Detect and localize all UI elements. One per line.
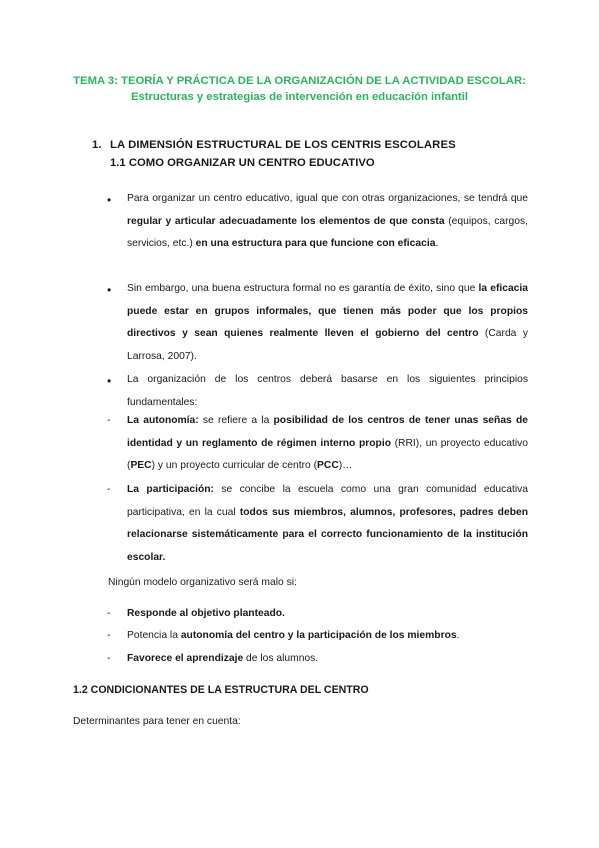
text: La organización de los centros deberá basarse en los siguientes principios fundamentales:	[127, 374, 528, 408]
bold-text: Responde al objetivo planteado.	[127, 608, 285, 619]
bold-text: autonomía del centro y la participación de los miembros	[180, 630, 457, 641]
text: Sin embargo, una buena estructura formal no es garantía de éxito, sino que	[127, 283, 479, 294]
condition-item-1	[127, 608, 285, 619]
bullet-mark: •	[107, 193, 112, 207]
text: (equipos, cargos, servicios, etc.)	[127, 215, 528, 250]
dash-mark: -	[107, 653, 111, 664]
dash-mark: -	[107, 484, 111, 495]
text: ) y un proyecto curricular de centro (	[151, 460, 318, 472]
text: )…	[338, 460, 353, 472]
dash-mark: -	[107, 415, 111, 426]
document-title-line1: TEMA 3: TEORÍA Y PRÁCTICA DE LA ORGANIZACIÓN DE LA ACTIVIDAD ESCOLAR:	[73, 75, 526, 87]
no-model-sentence: Ningún modelo organizativo será malo si:	[108, 577, 297, 588]
bold-text: PEC	[130, 460, 152, 472]
bold-text: regular y articular adecuadamente los elementos de que consta	[127, 215, 445, 227]
bullet-paragraph-1	[127, 188, 528, 256]
bullet-paragraph-2	[127, 278, 528, 369]
bold-text: posibilidad de los centros de tener unas señas de identidad y un reglamento de régimen interno propio	[127, 415, 528, 449]
section-1-heading	[92, 139, 456, 151]
document-title-line2: Estructuras y estrategias de intervención en educación infantil	[130, 91, 469, 103]
bold-text: en una estructura para que funcione con eficacia	[195, 238, 436, 250]
section-title: LA DIMENSIÓN ESTRUCTURAL DE LOS CENTRIS ESCOLARES	[110, 139, 456, 151]
bold-text: la eficacia puede estar en grupos informales, que tienen más poder que los propios directivos y sean quienes realmente lleven el gobierno del centro	[127, 283, 528, 340]
text: .	[435, 238, 439, 250]
bold-text: La participación:	[127, 484, 214, 495]
principle-participacion	[127, 479, 528, 570]
bold-text: Favorece el aprendizaje	[127, 653, 244, 664]
bold-text: todos sus miembros, alumnos, profesores, padres deben relacionarse sistemáticamente para el correcto funcionamiento de la institución escolar.	[127, 506, 528, 564]
section-number: 1.	[92, 139, 102, 151]
text: se concibe la escuela como una gran comunidad educativa participativa, en la cual	[127, 484, 528, 518]
subsection-1-2-heading: 1.2 CONDICIONANTES DE LA ESTRUCTURA DEL CENTRO	[73, 684, 369, 696]
text: (RRI), un proyecto educativo (	[127, 437, 529, 472]
bold-text: PCC	[317, 460, 339, 472]
dash-mark: -	[107, 630, 111, 641]
condition-item-3	[127, 653, 318, 664]
text: de los alumnos.	[243, 653, 319, 664]
subsection-1-1-heading: 1.1 COMO ORGANIZAR UN CENTRO EDUCATIVO	[110, 157, 375, 169]
determinants-intro: Determinantes para tener en cuenta:	[73, 716, 241, 727]
bullet-paragraph-3	[127, 369, 528, 414]
condition-item-2	[127, 630, 459, 641]
text: Potencia la	[127, 630, 181, 641]
dash-mark: -	[107, 608, 111, 619]
text: se refiere a la	[198, 415, 274, 426]
bullet-mark: •	[107, 374, 112, 388]
bold-text: La autonomía:	[127, 415, 199, 426]
principle-autonomia	[127, 410, 528, 478]
text: .	[456, 630, 460, 641]
text: (Carda y Larrosa, 2007).	[127, 328, 528, 363]
bullet-mark: •	[107, 283, 112, 297]
text: Para organizar un centro educativo, igual que con otras organizaciones, se tendrá que	[127, 193, 528, 204]
